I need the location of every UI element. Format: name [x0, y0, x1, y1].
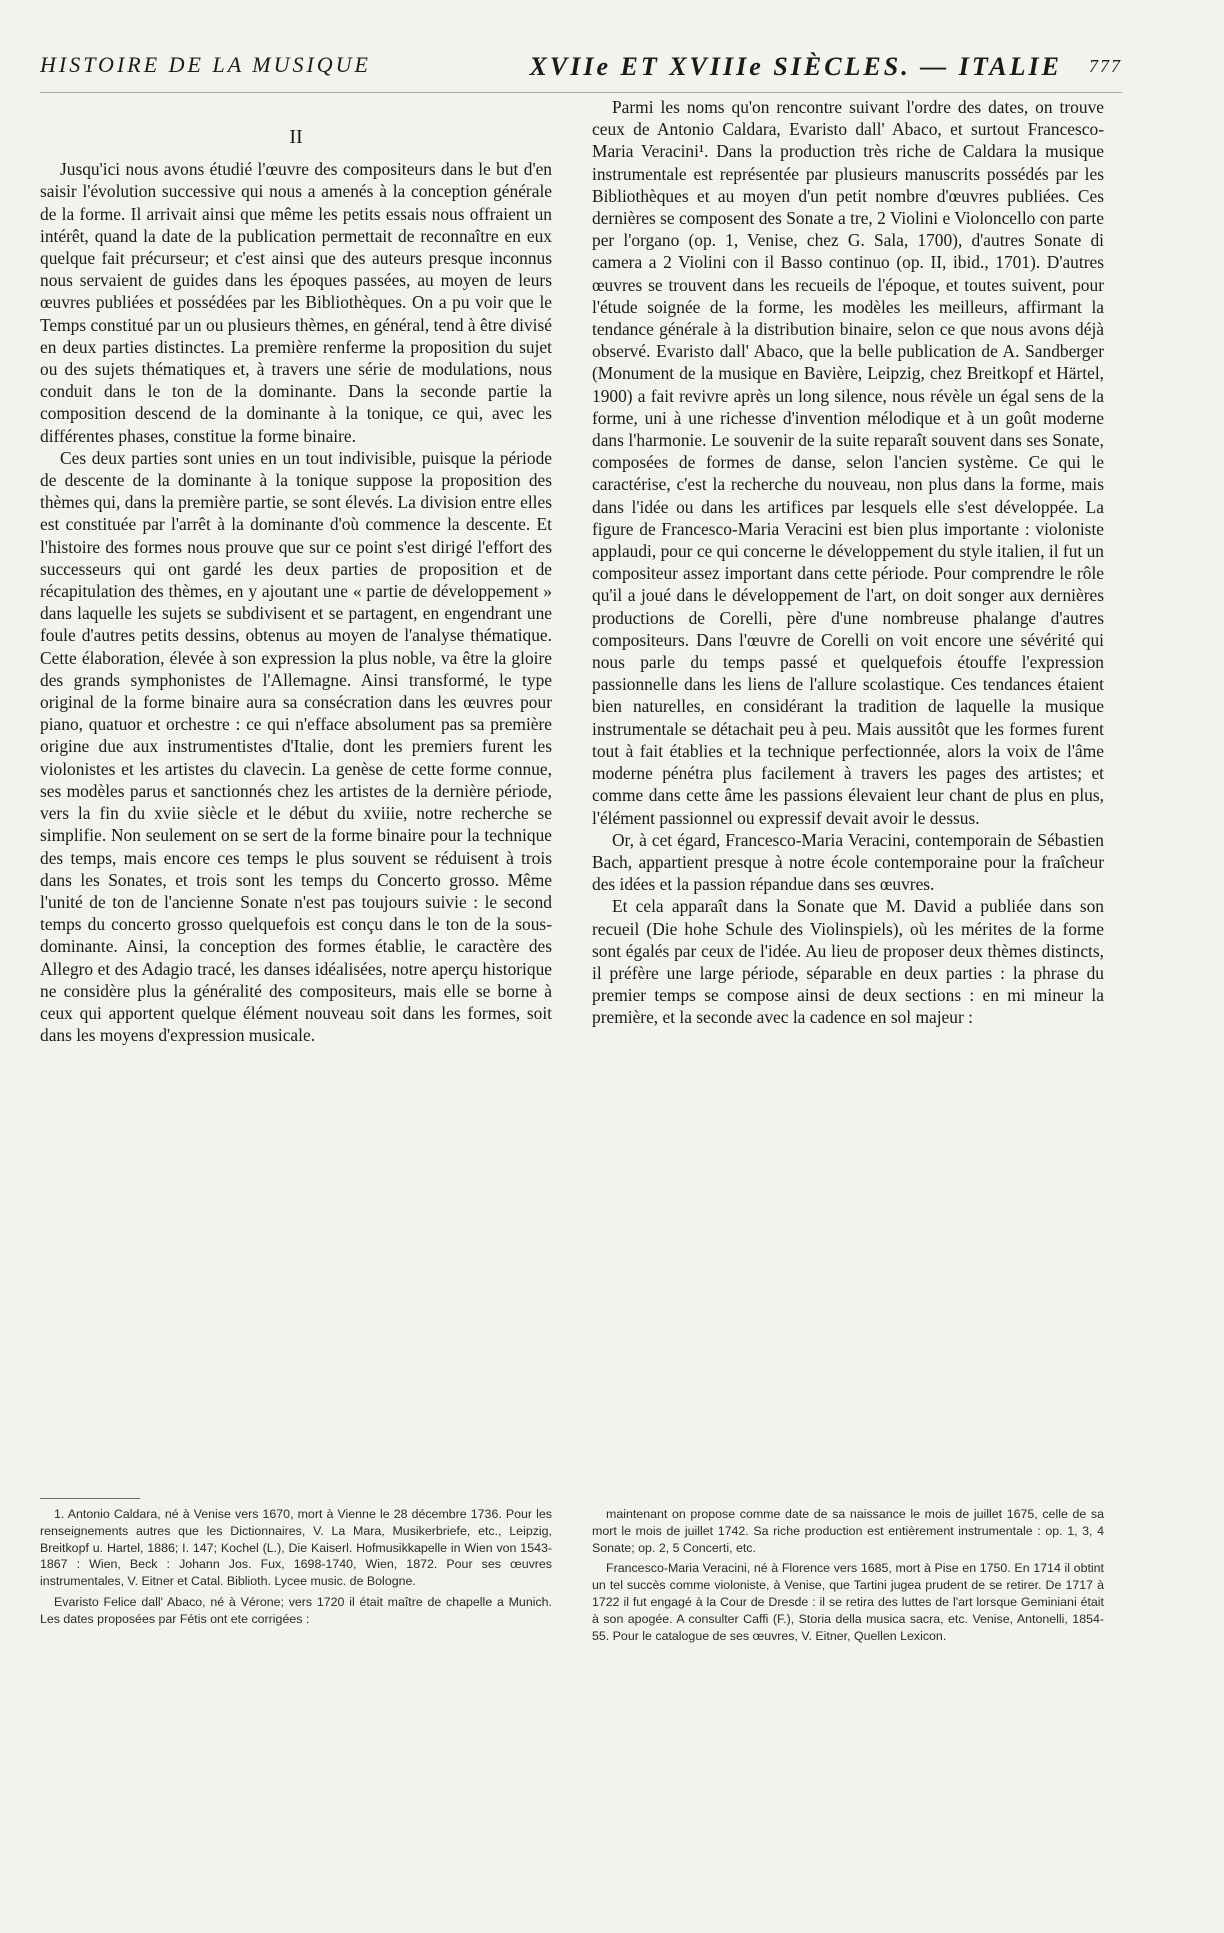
right-column [592, 96, 1104, 1029]
paragraph: Ces deux parties sont unies en un tout indivisible, puisque la période de descente de la dominante à la tonique suppose la proposition des thèmes qui, dans la première partie, se sont élevés. La division entre elles est constituée par l'arrêt à la dominante d'où commence la descente. Et l'histoire des formes nous prouve que sur ce point s'est dirigé l'effort des successeurs qui ont gardé les deux parties de proposition et de récapitulation des thèmes, en y ajoutant une « partie de développement » dans laquelle les sujets se subdivisent et se partagent, en engendrant une foule d'autres petits dessins, obtenus au moyen de l'analyse thématique. Cette élaboration, élevée à son expression la plus noble, va être la gloire des grands symphonistes de l'Allemagne. Ainsi transformé, le type original de la forme binaire aura sa consécration dans les œuvres pour piano, quatuor et orchestre : ce qui n'efface absolument pas sa première origine due aux instrumentistes d'Italie, dont les premiers furent les violonistes et les artistes du clavecin. La genèse de cette forme connue, ses modèles parus et sanctionnés chez les artistes de la dernière période, vers la fin du xviie siècle et le début du xviiie, notre recherche se simplifie. Non seulement on se sert de la forme binaire pour la technique des temps, mais encore ces temps le plus souvent se réduisent à trois dans les Sonates, et trois sont les temps du Concerto grosso. Même l'unité de ton de l'ancienne Sonate n'est pas toujours suivie : le second temps du concerto grosso quelquefois est conçu dans le ton de la sous-dominante. Ainsi, la conception des formes établie, le caractère des Allegro et des Adagio tracé, les danses idéalisées, notre aperçu historique ne considère plus la généralité des compositeurs, mais elle se borne à ceux qui apportent quelque élément nouveau soit dans les formes, soit dans les moyens d'expression musicale. [40, 447, 552, 1046]
running-header [40, 52, 1122, 92]
footnote: Evaristo Felice dall' Abaco, né à Vérone; vers 1720 il était maître de chapelle a Munich. Les dates proposées par Fétis ont ete corrigées : [40, 1594, 552, 1626]
paragraph: Et cela apparaît dans la Sonate que M. David a publiée dans son recueil (Die hohe Schule des Violinspiels), où les mérites de la forme sont égalés par ceux de l'idée. Au lieu de proposer deux thèmes distincts, il préfère une large période, séparable en deux parties : la phrase du premier temps se compose ainsi de deux sections : en mi mineur la première, et la seconde avec la cadence en sol majeur : [592, 896, 1104, 1028]
footnotes-right [592, 1506, 1104, 1648]
paragraph: Parmi les noms qu'on rencontre suivant l'ordre des dates, on trouve ceux de Antonio Caldara, Evaristo dall' Abaco, et surtout Francesco-Maria Veracini¹. Dans la production très riche de Caldara la musique instrumentale est représentée par plusieurs manuscrits possédés par les Bibliothèques et au moyen d'un petit nombre d'œuvres publiées. Ces dernières se composent des Sonate a tre, 2 Violini e Violoncello con parte per l'organo (op. 1, Venise, chez G. Sala, 1700), d'autres Sonate di camera a 2 Violini con il Basso continuo (op. II, ibid., 1701). D'autres œuvres se trouvent dans les recueils de l'époque, et toutes suivent, pour l'étude soignée de la forme, les modèles les meilleurs, affirmant la tendance générale à la distribution binaire, selon ce que nous avons déjà observé. Evaristo dall' Abaco, que la belle publication de A. Sandberger (Monument de la musique en Bavière, Leipzig, chez Breitkopf et Härtel, 1900) a fait revivre après un long silence, nous révèle un égal sens de la forme, uni à une richesse d'invention mélodique et à un goût moderne dans l'harmonie. Le souvenir de la suite reparaît souvent dans ses Sonate, composées de formes de danse, selon l'ancien système. Ce qui le caractérise, c'est la recherche du nouveau, non plus dans la forme, mais dans l'idée ou dans les artifices par lesquels elle s'est développée. La figure de Francesco-Maria Veracini est bien plus importante : violoniste applaudi, pour ce qui concerne le développement du style italien, il fut un compositeur assez important dans cette période. Pour comprendre le rôle qu'il a joué dans le développement de l'art, on doit songer aux dernières productions de Corelli, père d'une nombreuse phalange d'autres compositeurs. Dans l'œuvre de Corelli on voit encore une sévérité qui nous parle du temps passé et quelquefois étouffe l'expression passionnelle dans les liens de l'allure scolastique. Ces tendances étaient bien naturelles, en considérant la tradition de laquelle la musique instrumentale se détachait peu à peu. Mais aussitôt que les formes furent tout à fait établies et la technique perfectionnée, alors la voix de l'âme moderne pénétra plus facilement à travers les pages des artistes; et comme dans cette âme les passions élevaient leur chant de plus en plus, l'élément passionnel ou expressif devait avoir le dessus. [592, 97, 1104, 828]
section-number: II [289, 126, 303, 148]
paragraph: Jusqu'ici nous avons étudié l'œuvre des compositeurs dans le but d'en saisir l'évolution successive qui nous a amenés à la conception générale de la forme. Il arrivait ainsi que même les petits essais nous offraient un intérêt, quand la date de la publication permettait de reconnaître en eux quelque fait précurseur; et c'est ainsi que des auteurs presque inconnus nous servaient de guides dans les époques passées, au moyen de leurs œuvres publiées et possédées par les Bibliothèques. On a pu voir que le Temps constitué par un ou plusieurs thèmes, en général, tend à être divisé en deux parties distinctes. La première renferme la proposition du sujet ou des sujets thématiques et, à travers une série de modulations, nous conduit dans le ton de la dominante. Dans la seconde partie la composition descend de la dominante à la tonique, ce qui, avec les différentes phases, constitue la forme binaire. [40, 159, 552, 446]
left-column [40, 96, 552, 1046]
footnotes-left [40, 1506, 552, 1632]
header-book-title: HISTOIRE DE LA MUSIQUE [40, 52, 371, 77]
header-chapter-title: XVIIe ET XVIIIe SIÈCLES. — ITALIE [529, 52, 1062, 81]
header-rule [40, 92, 1122, 93]
page-number: 777 [1089, 56, 1122, 76]
footnote: maintenant on propose comme date de sa naissance le mois de juillet 1675, celle de sa mort le mois de juillet 1742. Sa riche production est entièrement instrumentale : op. 1, 3, 4 Sonate; op. 2, 5 Concerti, etc. [592, 1507, 1104, 1555]
paragraph: Or, à cet égard, Francesco-Maria Veracini, contemporain de Sébastien Bach, appartient presque à notre école contemporaine pour la fraîcheur des idées et la passion répandue dans ses œuvres. [592, 829, 1104, 895]
footnote-rule [40, 1498, 140, 1499]
footnote: Francesco-Maria Veracini, né à Florence vers 1685, mort à Pise en 1750. En 1714 il obtint un tel succès comme violoniste, à Venise, que Tartini jugea prudent de se retirer. De 1717 à 1722 il fut engagé à la Cour de Dresde : il se retira des luttes de l'art lorsque Geminiani était à son apogée. A consulter Caffi (F.), Storia della musica sacra, etc. Venise, Antonelli, 1854-55. Pour le catalogue de ses œuvres, V. Eitner, Quellen Lexicon. [592, 1561, 1104, 1643]
footnote: 1. Antonio Caldara, né à Venise vers 1670, mort à Vienne le 28 décembre 1736. Pour les renseignements autres que les Dictionnaires, V. La Mara, Musikerbriefe, etc., Leipzig, Breitkopf u. Hartel, 1886; I. 147; Kochel (L.), Die Kaiserl. Hofmusikkapelle in Wien von 1543-1867 : Wien, Beck : Johann Jos. Fux, 1698-1740, Wien, 1872. Pour ses œuvres instrumentales, V. Eitner et Catal. Biblioth. Lycee music. de Bologne. [40, 1507, 552, 1589]
